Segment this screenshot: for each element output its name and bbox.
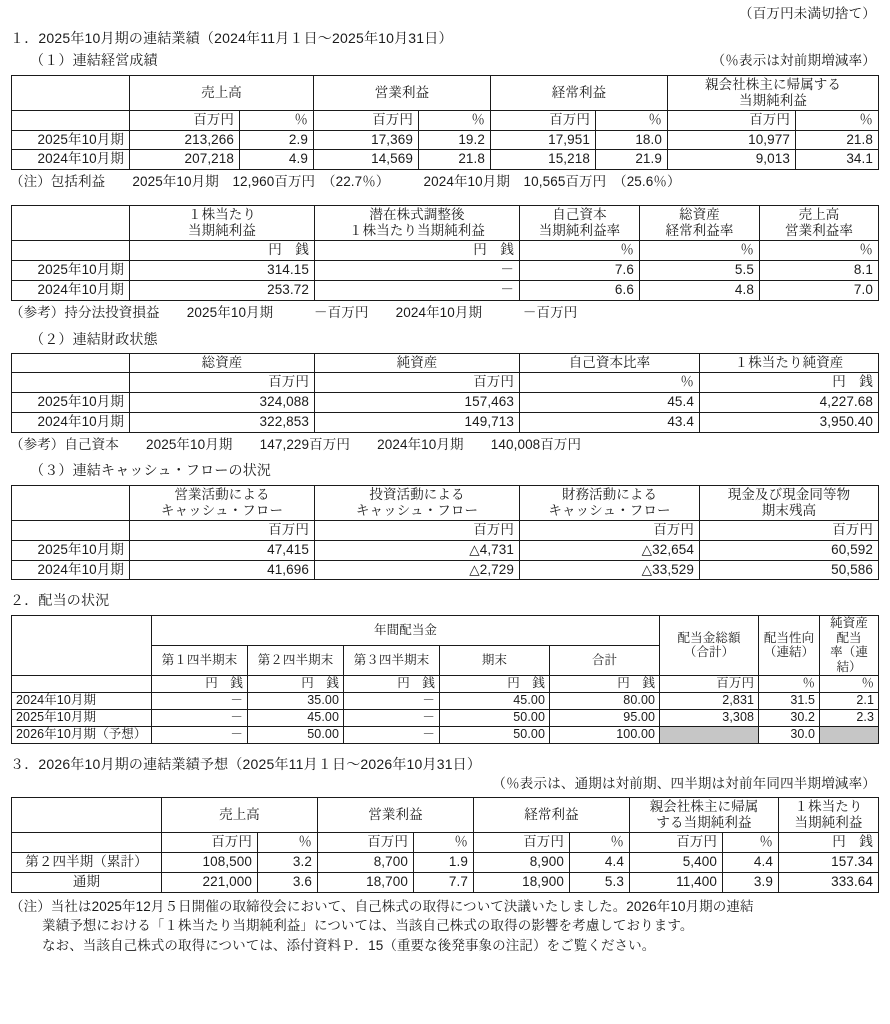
row-label: 第２四半期（累計） xyxy=(12,853,162,873)
data-cell: 95.00 xyxy=(550,709,660,726)
section-1-1-label: （１）連結経営成績 xyxy=(30,52,158,69)
data-cell: 21.8 xyxy=(796,130,879,150)
data-cell: 5.5 xyxy=(640,260,760,280)
unit-cell: ％ xyxy=(240,110,314,130)
table-row-forecast xyxy=(12,726,879,743)
footnote-line-3: なお、当該自己株式の取得については、添付資料Ｐ．15（重要な後発事象の注記）をご覧ください。 xyxy=(42,937,656,953)
data-cell: 18.0 xyxy=(596,130,668,150)
corner-cell xyxy=(12,75,130,110)
data-cell: △2,729 xyxy=(315,560,520,580)
table-row xyxy=(12,872,879,892)
unit-cell: 円 銭 xyxy=(550,675,660,692)
header-q2-end: 第２四半期末 xyxy=(248,645,344,675)
data-cell: 4.8 xyxy=(640,280,760,300)
unit-cell: 円 銭 xyxy=(152,675,248,692)
table-row xyxy=(12,692,879,709)
data-cell: － xyxy=(152,709,248,726)
data-cell: 157.34 xyxy=(779,853,879,873)
data-cell: － xyxy=(344,726,440,743)
header-dividend-total: 合計 xyxy=(550,645,660,675)
header-total-assets: 総資産 xyxy=(130,354,315,373)
data-cell: 11,400 xyxy=(630,872,723,892)
cash-flow-table xyxy=(11,485,879,580)
consolidated-results-table xyxy=(11,75,879,170)
unit-cell: 円 銭 xyxy=(248,675,344,692)
data-cell: 17,951 xyxy=(491,130,596,150)
unit-cell: ％ xyxy=(570,833,630,853)
table-header-row-top xyxy=(12,615,879,645)
data-cell: 3.6 xyxy=(258,872,318,892)
header-dividend-on-equity-line2: 率（連結） xyxy=(830,645,868,675)
header-investing-cf xyxy=(315,485,520,520)
unit-cell: ％ xyxy=(258,833,318,853)
header-ordinary-income: 経常利益 xyxy=(491,75,668,110)
header-roe-line2: 当期純利益率 xyxy=(538,223,621,239)
data-cell: 5,400 xyxy=(630,853,723,873)
section-3-note: （％表示は、通期は対前期、四半期は対前年同四半期増減率） xyxy=(492,776,876,792)
earnings-forecast-table xyxy=(11,797,879,892)
unit-cell: ％ xyxy=(723,833,779,853)
table-row xyxy=(12,392,879,412)
header-total-dividends-line2: （合計） xyxy=(683,645,735,660)
data-cell: 314.15 xyxy=(130,260,315,280)
header-operating-income: 営業利益 xyxy=(314,75,491,110)
row-label: 2024年10月期 xyxy=(12,412,130,432)
data-cell: 5.3 xyxy=(570,872,630,892)
header-forecast-net-income xyxy=(630,798,779,833)
header-operating-margin-line1: 売上高 xyxy=(798,207,840,223)
section-1-3-subheading xyxy=(0,453,890,480)
unit-cell: 百万円 xyxy=(130,372,315,392)
unit-row-blank xyxy=(12,110,130,130)
unit-cell: 百万円 xyxy=(520,520,700,540)
header-diluted-eps-line1: 潜在株式調整後 xyxy=(369,207,465,223)
data-cell: 324,088 xyxy=(130,392,315,412)
data-cell: 80.00 xyxy=(550,692,660,709)
header-investing-cf-line1: 投資活動による xyxy=(369,486,465,502)
table-row xyxy=(12,280,879,300)
table-row xyxy=(12,853,879,873)
row-label: 2024年10月期 xyxy=(12,280,130,300)
data-cell: － xyxy=(152,726,248,743)
header-forecast-net-income-line2: する当期純利益 xyxy=(656,815,752,831)
data-cell: 7.0 xyxy=(760,280,879,300)
data-cell: 50.00 xyxy=(440,709,550,726)
table-row xyxy=(12,709,879,726)
header-roe xyxy=(520,206,640,241)
data-cell: 3,308 xyxy=(660,709,759,726)
unit-cell: ％ xyxy=(596,110,668,130)
unit-cell: ％ xyxy=(414,833,474,853)
unit-cell: 百万円 xyxy=(668,110,796,130)
table-row xyxy=(12,130,879,150)
data-cell: 14,569 xyxy=(314,150,419,170)
data-cell: 3.2 xyxy=(258,853,318,873)
unit-cell: ％ xyxy=(520,372,700,392)
corner-cell xyxy=(12,615,152,675)
data-cell: 30.0 xyxy=(759,726,820,743)
header-operating-cf-line1: 営業活動による xyxy=(174,486,270,502)
data-cell: 108,500 xyxy=(162,853,258,873)
section-1-1-subheading xyxy=(0,47,890,70)
dividend-status-table xyxy=(11,615,879,744)
corner-cell xyxy=(12,485,130,520)
section-1-heading: １．2025年10月期の連結業績（2024年11月１日～2025年10月31日） xyxy=(10,29,453,46)
data-cell: 30.2 xyxy=(759,709,820,726)
header-payout-ratio-line1: 配当性向 xyxy=(763,630,815,645)
header-forecast-eps-line2: 当期純利益 xyxy=(794,815,863,831)
data-cell: 207,218 xyxy=(130,150,240,170)
header-operating-cf xyxy=(130,485,315,520)
header-forecast-eps-line1: １株当たり xyxy=(794,799,863,815)
unit-row xyxy=(12,372,879,392)
unit-row xyxy=(12,241,879,261)
unit-row-blank xyxy=(12,675,152,692)
unit-cell: 百万円 xyxy=(491,110,596,130)
data-cell-shaded xyxy=(820,726,879,743)
section-1-2-label: （２）連結財政状態 xyxy=(30,330,158,347)
header-annual-dividend-group: 年間配当金 xyxy=(152,615,660,645)
unit-cell: ％ xyxy=(820,675,879,692)
corner-cell xyxy=(12,206,130,241)
header-year-end: 期末 xyxy=(440,645,550,675)
table-header-row xyxy=(12,206,879,241)
header-eps-line2: 当期純利益 xyxy=(188,223,256,239)
header-payout-ratio-line2: （連結） xyxy=(763,645,815,660)
financial-position-table xyxy=(11,353,879,433)
unit-cell: 百万円 xyxy=(315,372,520,392)
data-cell: 2.9 xyxy=(240,130,314,150)
header-cash-equivalents xyxy=(700,485,879,520)
corner-cell xyxy=(12,354,130,373)
data-cell: 18,900 xyxy=(474,872,570,892)
header-net-assets: 純資産 xyxy=(315,354,520,373)
data-cell: 45.4 xyxy=(520,392,700,412)
data-cell: 50.00 xyxy=(440,726,550,743)
row-label: 2024年10月期 xyxy=(12,692,152,709)
row-label: 2025年10月期 xyxy=(12,130,130,150)
header-forecast-net-sales: 売上高 xyxy=(162,798,318,833)
header-net-income-line1: 親会社株主に帰属する xyxy=(705,76,841,92)
header-equity-ratio: 自己資本比率 xyxy=(520,354,700,373)
header-roa xyxy=(640,206,760,241)
unit-row-blank xyxy=(12,520,130,540)
header-roa-line2: 経常利益率 xyxy=(665,223,734,239)
row-label: 2025年10月期 xyxy=(12,709,152,726)
data-cell: 2.3 xyxy=(820,709,879,726)
data-cell: 8,900 xyxy=(474,853,570,873)
corner-cell xyxy=(12,798,162,833)
data-cell: 34.1 xyxy=(796,150,879,170)
header-q1-end: 第１四半期末 xyxy=(152,645,248,675)
header-net-sales: 売上高 xyxy=(130,75,314,110)
comprehensive-income-note: （注）包括利益 2025年10月期 12,960百万円 （22.7％） 2024年10月期 10,565百万円 （25.6％） xyxy=(10,174,681,190)
header-payout-ratio xyxy=(759,615,820,675)
data-cell: △33,529 xyxy=(520,560,700,580)
header-diluted-eps xyxy=(315,206,520,241)
unit-cell: ％ xyxy=(760,241,879,261)
header-forecast-net-income-line1: 親会社株主に帰属 xyxy=(649,799,759,815)
header-roa-line1: 総資産 xyxy=(679,207,720,223)
unit-cell: 百万円 xyxy=(130,520,315,540)
data-cell: △32,654 xyxy=(520,540,700,560)
unit-cell: 百万円 xyxy=(318,833,414,853)
header-financing-cf xyxy=(520,485,700,520)
unit-cell: 百万円 xyxy=(315,520,520,540)
data-cell: 47,415 xyxy=(130,540,315,560)
data-cell: 31.5 xyxy=(759,692,820,709)
unit-row-blank xyxy=(12,833,162,853)
data-cell: 6.6 xyxy=(520,280,640,300)
header-forecast-eps xyxy=(779,798,879,833)
unit-cell: 百万円 xyxy=(314,110,419,130)
header-financing-cf-line2: キャッシュ・フロー xyxy=(548,502,671,518)
header-q3-end: 第３四半期末 xyxy=(344,645,440,675)
unit-cell: 円 銭 xyxy=(700,372,879,392)
header-cash-equivalents-line1: 現金及び現金同等物 xyxy=(727,486,851,502)
header-total-dividends xyxy=(660,615,759,675)
header-cash-equivalents-line2: 期末残高 xyxy=(761,502,817,518)
table-header-row xyxy=(12,798,879,833)
unit-cell: 円 銭 xyxy=(344,675,440,692)
data-cell: 253.72 xyxy=(130,280,315,300)
row-label: 2026年10月期（予想） xyxy=(12,726,152,743)
header-investing-cf-line2: キャッシュ・フロー xyxy=(355,502,479,518)
header-dividend-on-equity xyxy=(820,615,879,675)
unit-cell: 百万円 xyxy=(660,675,759,692)
data-cell: 35.00 xyxy=(248,692,344,709)
data-cell: 221,000 xyxy=(162,872,258,892)
unit-row xyxy=(12,675,879,692)
data-cell: 8.1 xyxy=(760,260,879,280)
data-cell: 4.4 xyxy=(570,853,630,873)
data-cell: － xyxy=(315,260,520,280)
unit-row-blank xyxy=(12,241,130,261)
data-cell: － xyxy=(152,692,248,709)
unit-cell: 百万円 xyxy=(474,833,570,853)
data-cell: 41,696 xyxy=(130,560,315,580)
header-net-income-attributable xyxy=(668,75,879,110)
data-cell: 50,586 xyxy=(700,560,879,580)
table-row xyxy=(12,412,879,432)
row-label: 通期 xyxy=(12,872,162,892)
data-cell: 17,369 xyxy=(314,130,419,150)
table-header-row xyxy=(12,485,879,520)
unit-cell: 百万円 xyxy=(630,833,723,853)
footnote-line-2: 業績予想における「１株当たり当期純利益」については、当該自己株式の取得の影響を考慮しております。 xyxy=(42,918,694,934)
unit-cell: ％ xyxy=(640,241,760,261)
data-cell: 3.9 xyxy=(723,872,779,892)
unit-cell: 円 銭 xyxy=(130,241,315,261)
data-cell: － xyxy=(344,692,440,709)
data-cell: － xyxy=(344,709,440,726)
unit-cell: 百万円 xyxy=(130,110,240,130)
header-operating-cf-line2: キャッシュ・フロー xyxy=(160,502,284,518)
data-cell: 4.4 xyxy=(723,853,779,873)
section-3-footnote xyxy=(0,893,890,956)
per-share-metrics-table xyxy=(11,205,879,300)
data-cell: 43.4 xyxy=(520,412,700,432)
data-cell: 2.1 xyxy=(820,692,879,709)
section-1-1-note: （％表示は対前期増減率） xyxy=(711,53,876,68)
data-cell: 45.00 xyxy=(248,709,344,726)
equity-method-note: （参考）持分法投資損益 2025年10月期 －百万円 2024年10月期 －百万円 xyxy=(10,304,578,320)
data-cell: 157,463 xyxy=(315,392,520,412)
row-label: 2024年10月期 xyxy=(12,560,130,580)
unit-cell: ％ xyxy=(796,110,879,130)
data-cell: 8,700 xyxy=(318,853,414,873)
data-cell: 21.9 xyxy=(596,150,668,170)
unit-cell: 百万円 xyxy=(700,520,879,540)
unit-row-blank xyxy=(12,372,130,392)
data-cell: 50.00 xyxy=(248,726,344,743)
table-header-row xyxy=(12,75,879,110)
table-row xyxy=(12,260,879,280)
data-cell: 21.8 xyxy=(419,150,491,170)
footnote-line-1: （注）当社は2025年12月５日開催の取締役会において、自己株式の取得について決議いたしました。2026年10月期の連結 xyxy=(10,898,754,914)
header-eps xyxy=(130,206,315,241)
data-cell: 9,013 xyxy=(668,150,796,170)
data-cell: 1.9 xyxy=(414,853,474,873)
unit-row xyxy=(12,110,879,130)
data-cell: 18,700 xyxy=(318,872,414,892)
shareholders-equity-note: （参考）自己資本 2025年10月期 147,229百万円 2024年10月期 140,008百万円 xyxy=(10,436,582,452)
data-cell: 60,592 xyxy=(700,540,879,560)
data-cell: 322,853 xyxy=(130,412,315,432)
data-cell: － xyxy=(315,280,520,300)
data-cell: 4.9 xyxy=(240,150,314,170)
data-cell: 3,950.40 xyxy=(700,412,879,432)
data-cell: 19.2 xyxy=(419,130,491,150)
section-3-heading: ３．2026年10月期の連結業績予想（2025年11月１日～2026年10月31日） xyxy=(10,755,482,772)
data-cell: 45.00 xyxy=(440,692,550,709)
data-cell: 333.64 xyxy=(779,872,879,892)
data-cell-shaded xyxy=(660,726,759,743)
data-cell: 4,227.68 xyxy=(700,392,879,412)
unit-cell: ％ xyxy=(759,675,820,692)
data-cell: 15,218 xyxy=(491,150,596,170)
table-row xyxy=(12,150,879,170)
header-forecast-ordinary-income: 経常利益 xyxy=(474,798,630,833)
header-financing-cf-line1: 財務活動による xyxy=(561,486,658,502)
table-header-row xyxy=(12,354,879,373)
header-operating-margin xyxy=(760,206,879,241)
row-label: 2025年10月期 xyxy=(12,392,130,412)
data-cell: 7.7 xyxy=(414,872,474,892)
unit-cell: 百万円 xyxy=(162,833,258,853)
unit-cell: ％ xyxy=(419,110,491,130)
data-cell: 7.6 xyxy=(520,260,640,280)
header-forecast-operating-income: 営業利益 xyxy=(318,798,474,833)
header-bps: １株当たり純資産 xyxy=(700,354,879,373)
data-cell: △4,731 xyxy=(315,540,520,560)
header-total-dividends-line1: 配当金総額 xyxy=(677,630,741,645)
row-label: 2024年10月期 xyxy=(12,150,130,170)
section-1-3-label: （３）連結キャッシュ・フローの状況 xyxy=(30,462,272,479)
section-2-heading: ２．配当の状況 xyxy=(10,592,110,609)
unit-row xyxy=(12,520,879,540)
row-label: 2025年10月期 xyxy=(12,260,130,280)
unit-cell: 円 銭 xyxy=(440,675,550,692)
table-row xyxy=(12,540,879,560)
unit-cell: 円 銭 xyxy=(315,241,520,261)
header-net-income-line2: 当期純利益 xyxy=(739,92,807,108)
rounding-note: （百万円未満切捨て） xyxy=(739,6,876,21)
header-eps-line1: １株当たり xyxy=(188,207,256,223)
data-cell: 149,713 xyxy=(315,412,520,432)
section-1-2-subheading xyxy=(0,322,890,349)
data-cell: 100.00 xyxy=(550,726,660,743)
unit-cell: 円 銭 xyxy=(779,833,879,853)
header-diluted-eps-line2: １株当たり当期純利益 xyxy=(349,223,485,239)
unit-row xyxy=(12,833,879,853)
data-cell: 213,266 xyxy=(130,130,240,150)
data-cell: 10,977 xyxy=(668,130,796,150)
header-dividend-on-equity-line1: 純資産配当 xyxy=(830,615,868,645)
data-cell: 2,831 xyxy=(660,692,759,709)
table-row xyxy=(12,560,879,580)
unit-cell: ％ xyxy=(520,241,640,261)
header-operating-margin-line2: 営業利益率 xyxy=(785,223,853,239)
row-label: 2025年10月期 xyxy=(12,540,130,560)
header-roe-line1: 自己資本 xyxy=(552,207,607,223)
